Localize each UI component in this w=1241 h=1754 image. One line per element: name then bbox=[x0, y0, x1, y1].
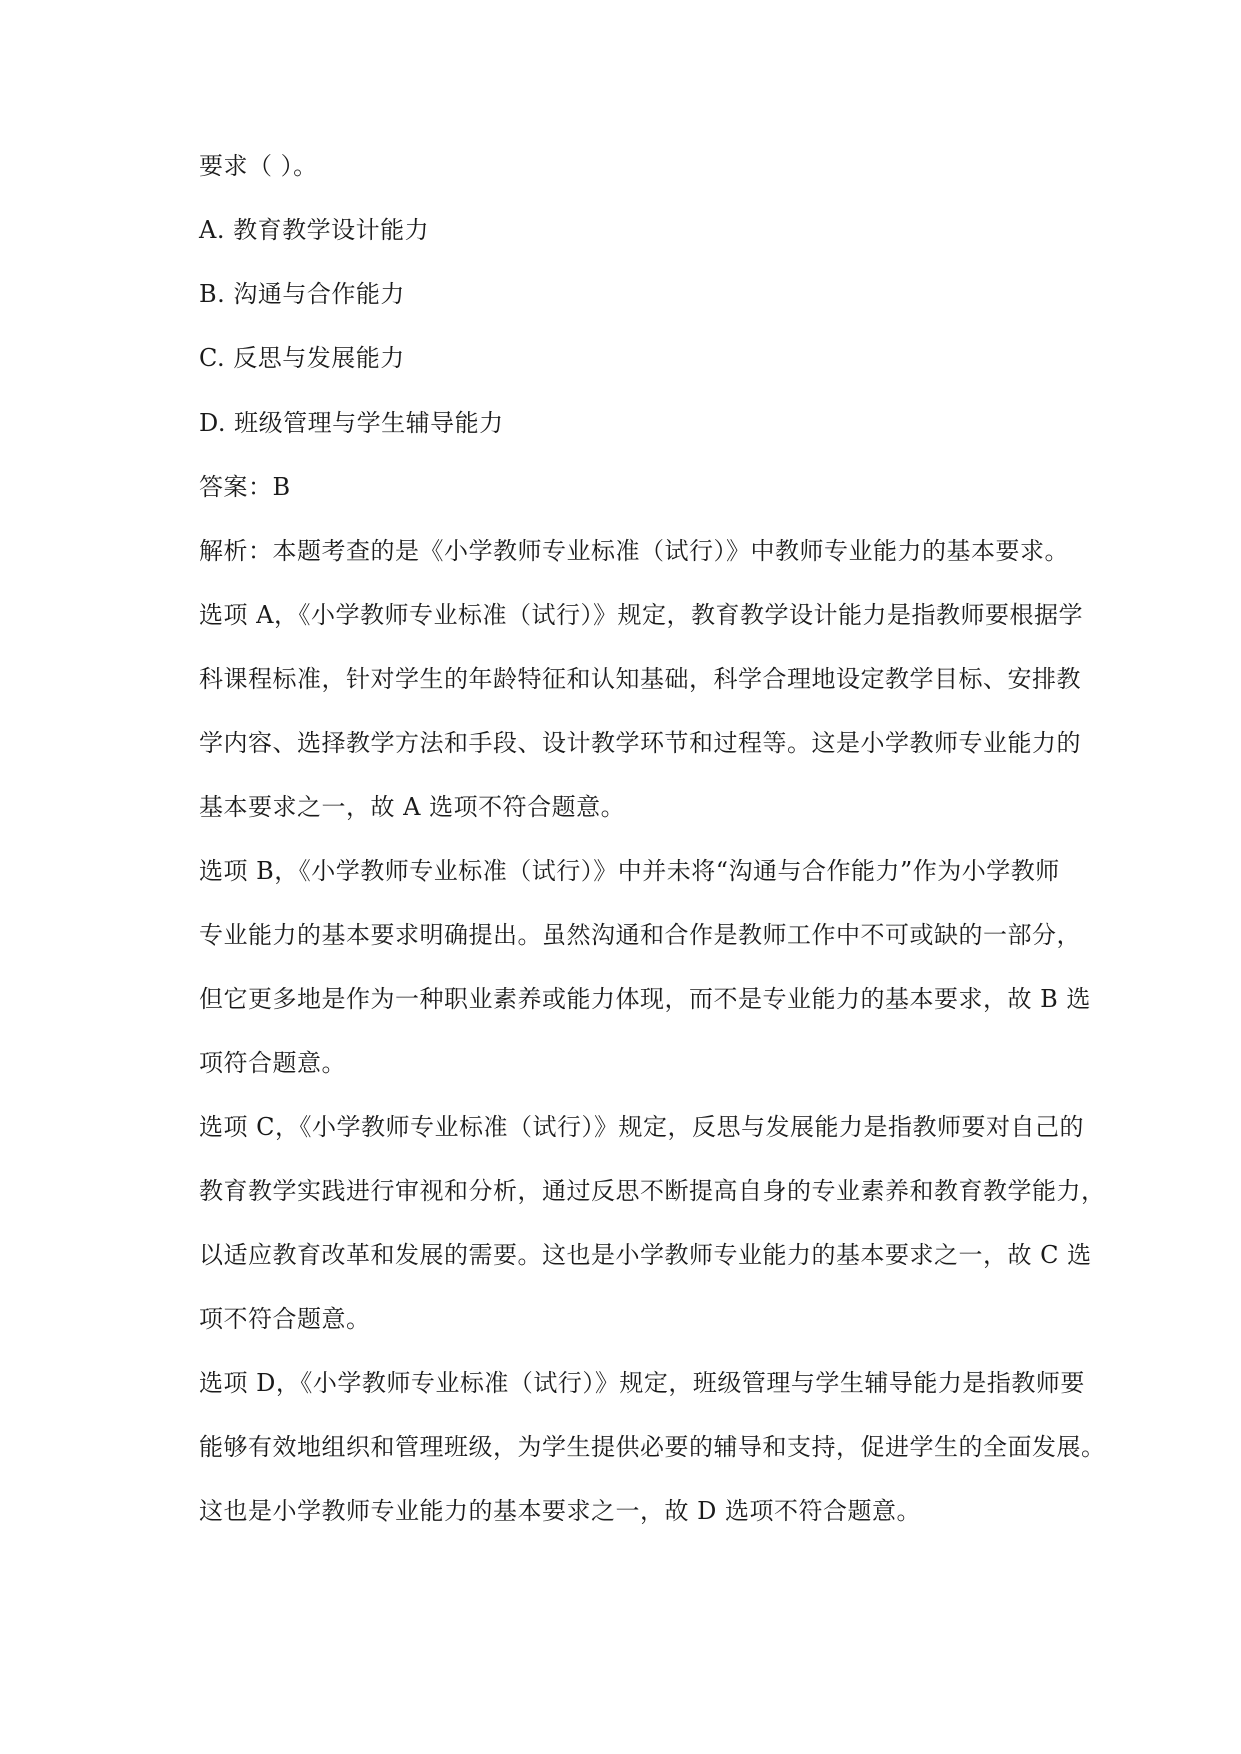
analysis-c-line: 教育教学实践进行审视和分析，通过反思不断提高自身的专业素养和教育教学能力， bbox=[199, 1177, 1106, 1205]
analysis-c-line: 以适应教育改革和发展的需要。这也是小学教师专业能力的基本要求之一，故 C 选 bbox=[199, 1241, 1092, 1269]
answer: 答案：B bbox=[199, 473, 291, 501]
analysis-d-line: 这也是小学教师专业能力的基本要求之一，故 D 选项不符合题意。 bbox=[199, 1497, 921, 1525]
analysis-d-line: 选项 D，《小学教师专业标准（试行）》规定，班级管理与学生辅导能力是指教师要 bbox=[199, 1369, 1085, 1397]
question-stem: 要求（ ）。 bbox=[199, 152, 318, 180]
option-a: A. 教育教学设计能力 bbox=[199, 216, 430, 244]
analysis-a-line: 选项 A，《小学教师专业标准（试行）》规定，教育教学设计能力是指教师要根据学 bbox=[199, 601, 1083, 629]
analysis-a-line: 科课程标准，针对学生的年龄特征和认知基础，科学合理地设定教学目标、安排教 bbox=[199, 665, 1081, 693]
analysis-b-line: 但它更多地是作为一种职业素养或能力体现，而不是专业能力的基本要求，故 B 选 bbox=[199, 985, 1091, 1013]
analysis-d-line: 能够有效地组织和管理班级，为学生提供必要的辅导和支持，促进学生的全面发展。 bbox=[199, 1433, 1106, 1461]
analysis-b-line: 专业能力的基本要求明确提出。虽然沟通和合作是教师工作中不可或缺的一部分， bbox=[199, 921, 1081, 949]
analysis-intro: 解析：本题考查的是《小学教师专业标准（试行）》中教师专业能力的基本要求。 bbox=[199, 537, 1069, 565]
analysis-b-line: 项符合题意。 bbox=[199, 1049, 346, 1077]
option-d: D. 班级管理与学生辅导能力 bbox=[199, 409, 504, 437]
analysis-c-line: 选项 C，《小学教师专业标准（试行）》规定，反思与发展能力是指教师要对自己的 bbox=[199, 1113, 1084, 1141]
analysis-a-line: 基本要求之一，故 A 选项不符合题意。 bbox=[199, 793, 626, 821]
analysis-b-line: 选项 B，《小学教师专业标准（试行）》中并未将“沟通与合作能力”作为小学教师 bbox=[199, 857, 1060, 885]
analysis-a-line: 学内容、选择教学方法和手段、设计教学环节和过程等。这是小学教师专业能力的 bbox=[199, 729, 1081, 757]
option-b: B. 沟通与合作能力 bbox=[199, 280, 405, 308]
analysis-c-line: 项不符合题意。 bbox=[199, 1305, 371, 1333]
option-c: C. 反思与发展能力 bbox=[199, 344, 405, 372]
